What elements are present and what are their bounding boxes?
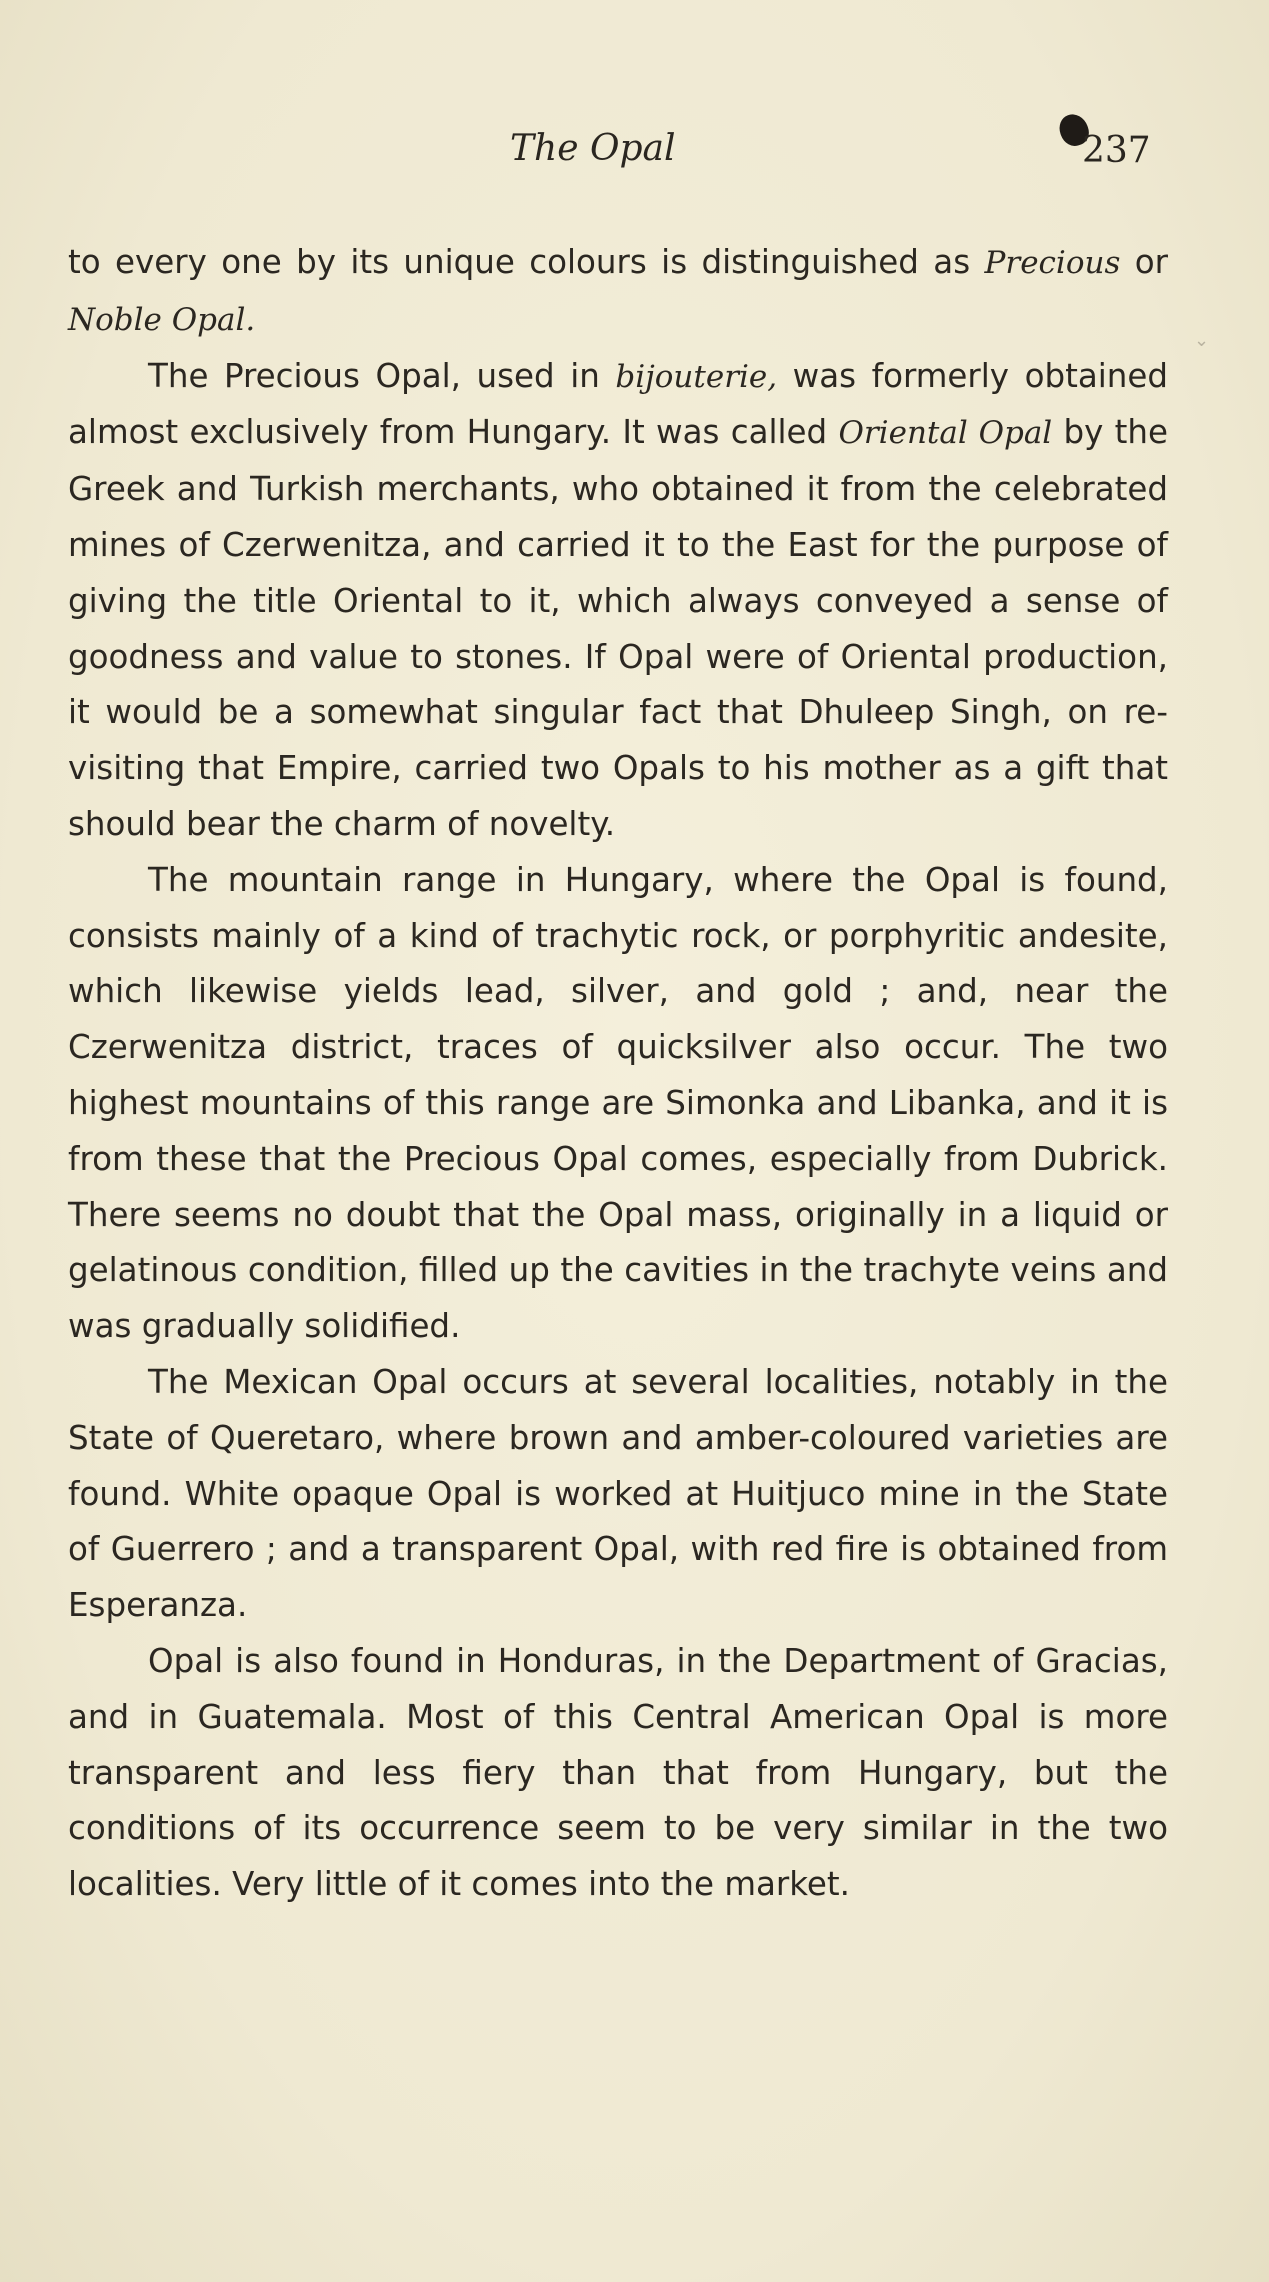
- page-number: 237: [1082, 130, 1151, 171]
- text-run: The Mexican Opal occurs at several localities, notably in the State of Queretaro, where brown and amber-coloured varieties are found. White opaque Opal is worked at Huitjuco mine in the State of Guerrero ; and a transparent Opal, with red fire is obtained from Esperanza.: [68, 1362, 1168, 1625]
- text-run: was formerly obtained almost exclusively from Hungary. It was called: [68, 356, 1168, 452]
- text-run: The Precious Opal, used in: [148, 356, 616, 395]
- paragraph: [68, 853, 1168, 1355]
- italic-phrase: Oriental Opal: [838, 415, 1053, 452]
- text-run: Opal is also found in Honduras, in the Department of Gracias, and in Guatemala. Most of this Central American Opal is more transparent and less fiery than that from Hungary, but the conditions of its occurrence seem to be very similar in the two localities. Very little of it comes into the market.: [68, 1641, 1168, 1904]
- paragraph: [68, 349, 1168, 853]
- italic-phrase: bijouterie,: [615, 358, 778, 395]
- text-run: to every one by its unique colours is distinguished as: [68, 243, 985, 281]
- text-run: The mountain range in Hungary, where the Opal is found, consists mainly of a kind of trachytic rock, or porphyritic andesite, which likewise yields lead, silver, and gold ; and, near the Czerwenitza district, traces of quicksilver also occur. The two highest mountains of this range are Simonka and Libanka, and it is from these that the Precious Opal comes, especially from Dubrick. There seems no doubt that the Opal mass, originally in a liquid or gelatinous condition, filled up the cavities in the trachyte veins and was gradually solidified.: [68, 860, 1168, 1346]
- italic-phrase: Precious: [984, 245, 1121, 281]
- body-text: [68, 235, 1168, 1913]
- paragraph: [68, 1355, 1168, 1634]
- text-run: by the Greek and Turkish merchants, who obtained it from the celebrated mines of Czerwenitza, and carried it to the East for the purpose of giving the title Oriental to it, which always conveyed a sense of goodness and value to stones. If Opal were of Oriental production, it would be a somewhat singular fact that Dhuleep Singh, on re-visiting that Empire, carried two Opals to his mother as a gift that should bear the charm of novelty.: [68, 413, 1168, 843]
- paragraph: [68, 235, 1168, 349]
- italic-phrase: Noble Opal.: [68, 301, 256, 338]
- paragraph: [68, 1634, 1168, 1913]
- running-title: The Opal: [510, 128, 676, 169]
- margin-mark: ⌄: [1194, 330, 1210, 351]
- text-run: or: [1120, 243, 1169, 281]
- page-header: [0, 128, 1269, 188]
